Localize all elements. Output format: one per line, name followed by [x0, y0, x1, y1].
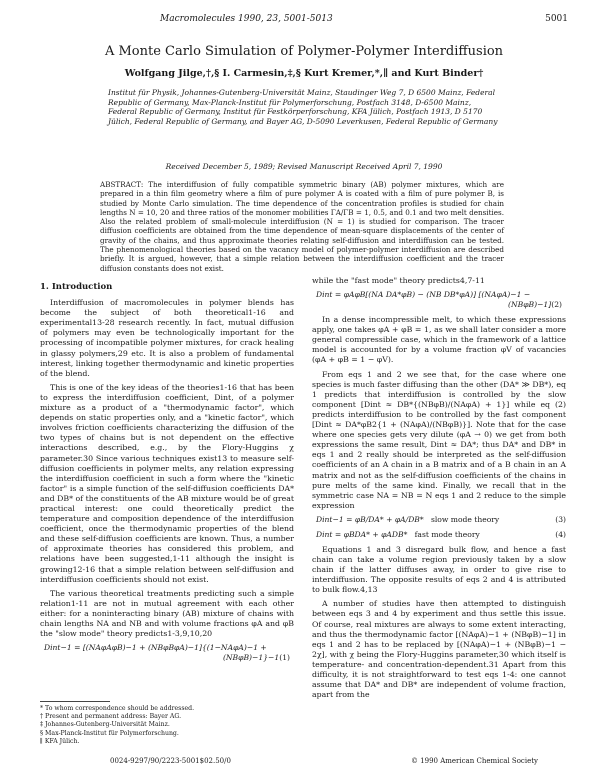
page-footer [40, 757, 568, 769]
equation-4-formula: Dint = φBDA* + φADB* [316, 529, 408, 539]
affiliations: Institut für Physik, Johannes-Gutenberg-Universität Mainz, Staudinger Weg 7, D 6500 Mainz, Federal Republic of Germany, Max-Planck-Institut für Polymerforschung, Postfach 3148, D-6500 Mainz, Federal Republic of Germany, Institut für Festkörperforschung, KFA Jülich, Postfach 1913, D 5170 Jülich, Federal Republic of Germany, and Bayer AG, D-5090 Leverkusen, Federal Republic of Germany [108, 88, 498, 126]
equation-1-number: (1) [279, 653, 290, 663]
journal-citation: Macromolecules 1990, 23, 5001-5013 [160, 14, 333, 24]
equation-1-line-2-text: (NBφB)−1}−1 [222, 653, 280, 663]
equation-2-line-2-text: (NBφB)−1] [508, 300, 552, 310]
footnotes [40, 701, 294, 746]
author-list: Wolfgang Jilge,†,§ I. Carmesin,‡,§ Kurt Kremer,*,∥ and Kurt Binder† [124, 68, 484, 79]
footnote-bayer: † Present and permanent address: Bayer AG. [40, 713, 182, 721]
page-number: 5001 [545, 14, 568, 24]
equation-3-label: slow mode theory [430, 514, 500, 524]
article-title: A Monte Carlo Simulation of Polymer-Polymer Interdiffusion [104, 44, 504, 59]
intro-paragraph-3: The various theoretical treatments predicting such a simple relation1-11 are not in mutual agreement with each other either: for a noninteracting binary (AB) mixture of chains with chain lengths NA and NB and with volume fractions φA and φB the "slow mode" theory predicts1-3,9,10,20 [40, 588, 294, 639]
footnote-kfa: ∥ KFA Jülich. [40, 737, 80, 745]
footnote-rule [40, 701, 110, 702]
equation-1-line-2 [44, 653, 294, 663]
right-column [312, 276, 566, 704]
publisher-code: 0024-9297/90/2223-5001$02.50/0 [110, 757, 231, 765]
abstract-text: The interdiffusion of fully compatible symmetric binary (AB) polymer mixtures, which are prepared in a thin film geometry where a film of pure polymer A is coated with a film of pure polymer B, is studied by Monte Carlo simulation. The time dependence of the concentration profiles is studied for chain lengths N = 10, 20 and three ratios of the monomer mobilities ΓA/ΓB = 1, 0.5, and 0.1 and two melt densities. Also the related problem of small-molecule interdiffusion (N = 1) is studied for comparison. The tracer diffusion coefficients are obtained from the time dependence of mean-square displacements of the center of gravity of the chains, and thus approximate theories relating self-diffusion and interdiffusion can be tested. The phenomenological theories based on the vacancy model of polymer-polymer interdiffusion are described briefly. It is argued, however, that a simple relation between the interdiffusion coefficient and the tracer diffusion constants does not exist. [100, 180, 504, 273]
received-dates: Received December 5, 1989; Revised Manuscript Received April 7, 1990 [165, 162, 443, 171]
equation-2-line-1: Dint = φAφB[(NA DA*φB) − (NB DB*φA)] [(NAφA)−1 − [316, 290, 531, 300]
equation-4 [312, 530, 566, 540]
equation-4-number: (4) [555, 529, 566, 539]
equation-3-number: (3) [555, 514, 566, 524]
intro-paragraph-1: Interdiffusion of macromolecules in polymer blends has become the subject of both theoretical1-16 and experimental13-28 research recently. In fact, mutual diffusion of polymers may even be technologically important for the processing of incompatible polymer mixtures, for crack healing in glassy polymers,29 etc. It is also a problem of fundamental interest, linking together thermodynamic and kinetic properties of the blend. [40, 298, 294, 378]
footnote-corresponding: * To whom correspondence should be addressed. [40, 705, 195, 712]
equation-2-line-2 [316, 300, 566, 310]
right-paragraph-3: Equations 1 and 3 disregard bulk flow, and hence a fast chain can take a volume region previously taken by a slow chain if the latter diffuses away, in order to give rise to interdiffusion. The opposite results of eqs 2 and 4 is attributed to bulk flow.4,13 [312, 544, 566, 595]
footnote-mpi: § Max-Planck-Institut für Polymerforschung. [40, 729, 179, 737]
left-column [40, 282, 294, 668]
intro-paragraph-2: This is one of the key ideas of the theories1-16 that has been to express the interdiffusion coefficient, Dint, of a polymer mixture as a product of a "thermodynamic factor", which depends on static properties only, and a "kinetic factor", which involves friction coefficients characterizing the diffusion of the two types of chains but is not dependent on the effective interactions described, e.g., by the Flory-Huggins χ parameter.30 Since various techniques exist13 to measure self-diffusion coefficients in polymer melts, any relation expressing the interdiffusion coefficient in such a form where the "kinetic factor" is a simple function of the self-diffusion coefficients DA* and DB* of the constituents of the AB mixture would be of great practical interest: one could theoretically predict the temperature and composition dependence of the interdiffusion coefficient, once the thermodynamic properties of the blend and these self-diffusion coefficients are known. Thus, a number of approximate theories has considered this problem, and relations have been suggested,1-11 although the insight is growing12-16 that a simple relation between self-diffusion and interdiffusion coefficients should not exist. [40, 382, 294, 584]
equation-4-label: fast mode theory [414, 529, 480, 539]
right-paragraph-1: In a dense incompressible melt, to which these expressions apply, one takes φA + φB = 1, as we shall later consider a more general compressible case, which in the framework of a lattice model is accounted for by a volume fraction φV of vacancies (φA + φB = 1 − φV). [312, 315, 566, 365]
abstract-label: ABSTRACT: [100, 180, 144, 189]
right-paragraph-2: From eqs 1 and 2 we see that, for the case where one species is much faster diffusing than the other (DA* ≫ DB*), eq 1 predicts that interdiffusion is controlled by the slow component [Dint ≈ DB*{(NBφB)/(NAφA) + 1}] while eq (2) predicts interdiffusion to be controlled by the fast component [Dint ≈ DA*φB2{1 + (NAφA)/(NBφB)}]. Note that for the case where one species gets very dilute (φA → 0) we get from both expressions the same result, Dint ≈ DA*; thus DA* and DB* in eqs 1 and 2 really should be interpreted as the self-diffusion coefficients of an A chain in a B matrix and of a B chain in an A matrix and not as the self-diffusion coefficients of the chains in pure melts of the same kind. Finally, we recall that in the symmetric case NA = NB = N eqs 1 and 2 reduce to the simple expression [312, 369, 566, 510]
copyright-notice: © 1990 American Chemical Society [410, 757, 538, 765]
equation-2-number: (2) [551, 300, 562, 310]
equation-3 [312, 515, 566, 525]
equation-2 [312, 290, 566, 310]
running-header [40, 14, 568, 28]
equation-3-formula: Dint−1 = φB/DA* + φA/DB* [316, 514, 424, 524]
equation-1 [40, 643, 294, 663]
fast-mode-lead-in: while the "fast mode" theory predicts4,7-11 [312, 276, 485, 285]
section-heading-introduction: 1. Introduction [40, 282, 113, 292]
right-paragraph-4: A number of studies have then attempted to distinguish between eqs 3 and 4 by experiment and thus settle this issue. Of course, real mixtures are always to some extent interacting, and thus the thermodynamic factor [(NAφA)−1 + (NBφB)−1] in eqs 1 and 2 has to be replaced by [(NAφA)−1 + (NBφB)−1 − 2χ], with χ being the Flory-Huggins parameter,30 which itself is temperature- and concentration-dependent.31 Apart from this difficulty, it is not straightforward to test eqs 1-4: one cannot assume that DA* and DB* are independent of volume fraction, apart from the [312, 599, 566, 700]
equation-1-line-1: Dint−1 = [(NAφAφB)−1 + (NBφBφA)−1]{(1−NAφA)−1 + [44, 643, 267, 653]
footnote-mainz: ‡ Johannes-Gutenberg-Universität Mainz. [40, 721, 170, 729]
abstract [100, 180, 504, 273]
